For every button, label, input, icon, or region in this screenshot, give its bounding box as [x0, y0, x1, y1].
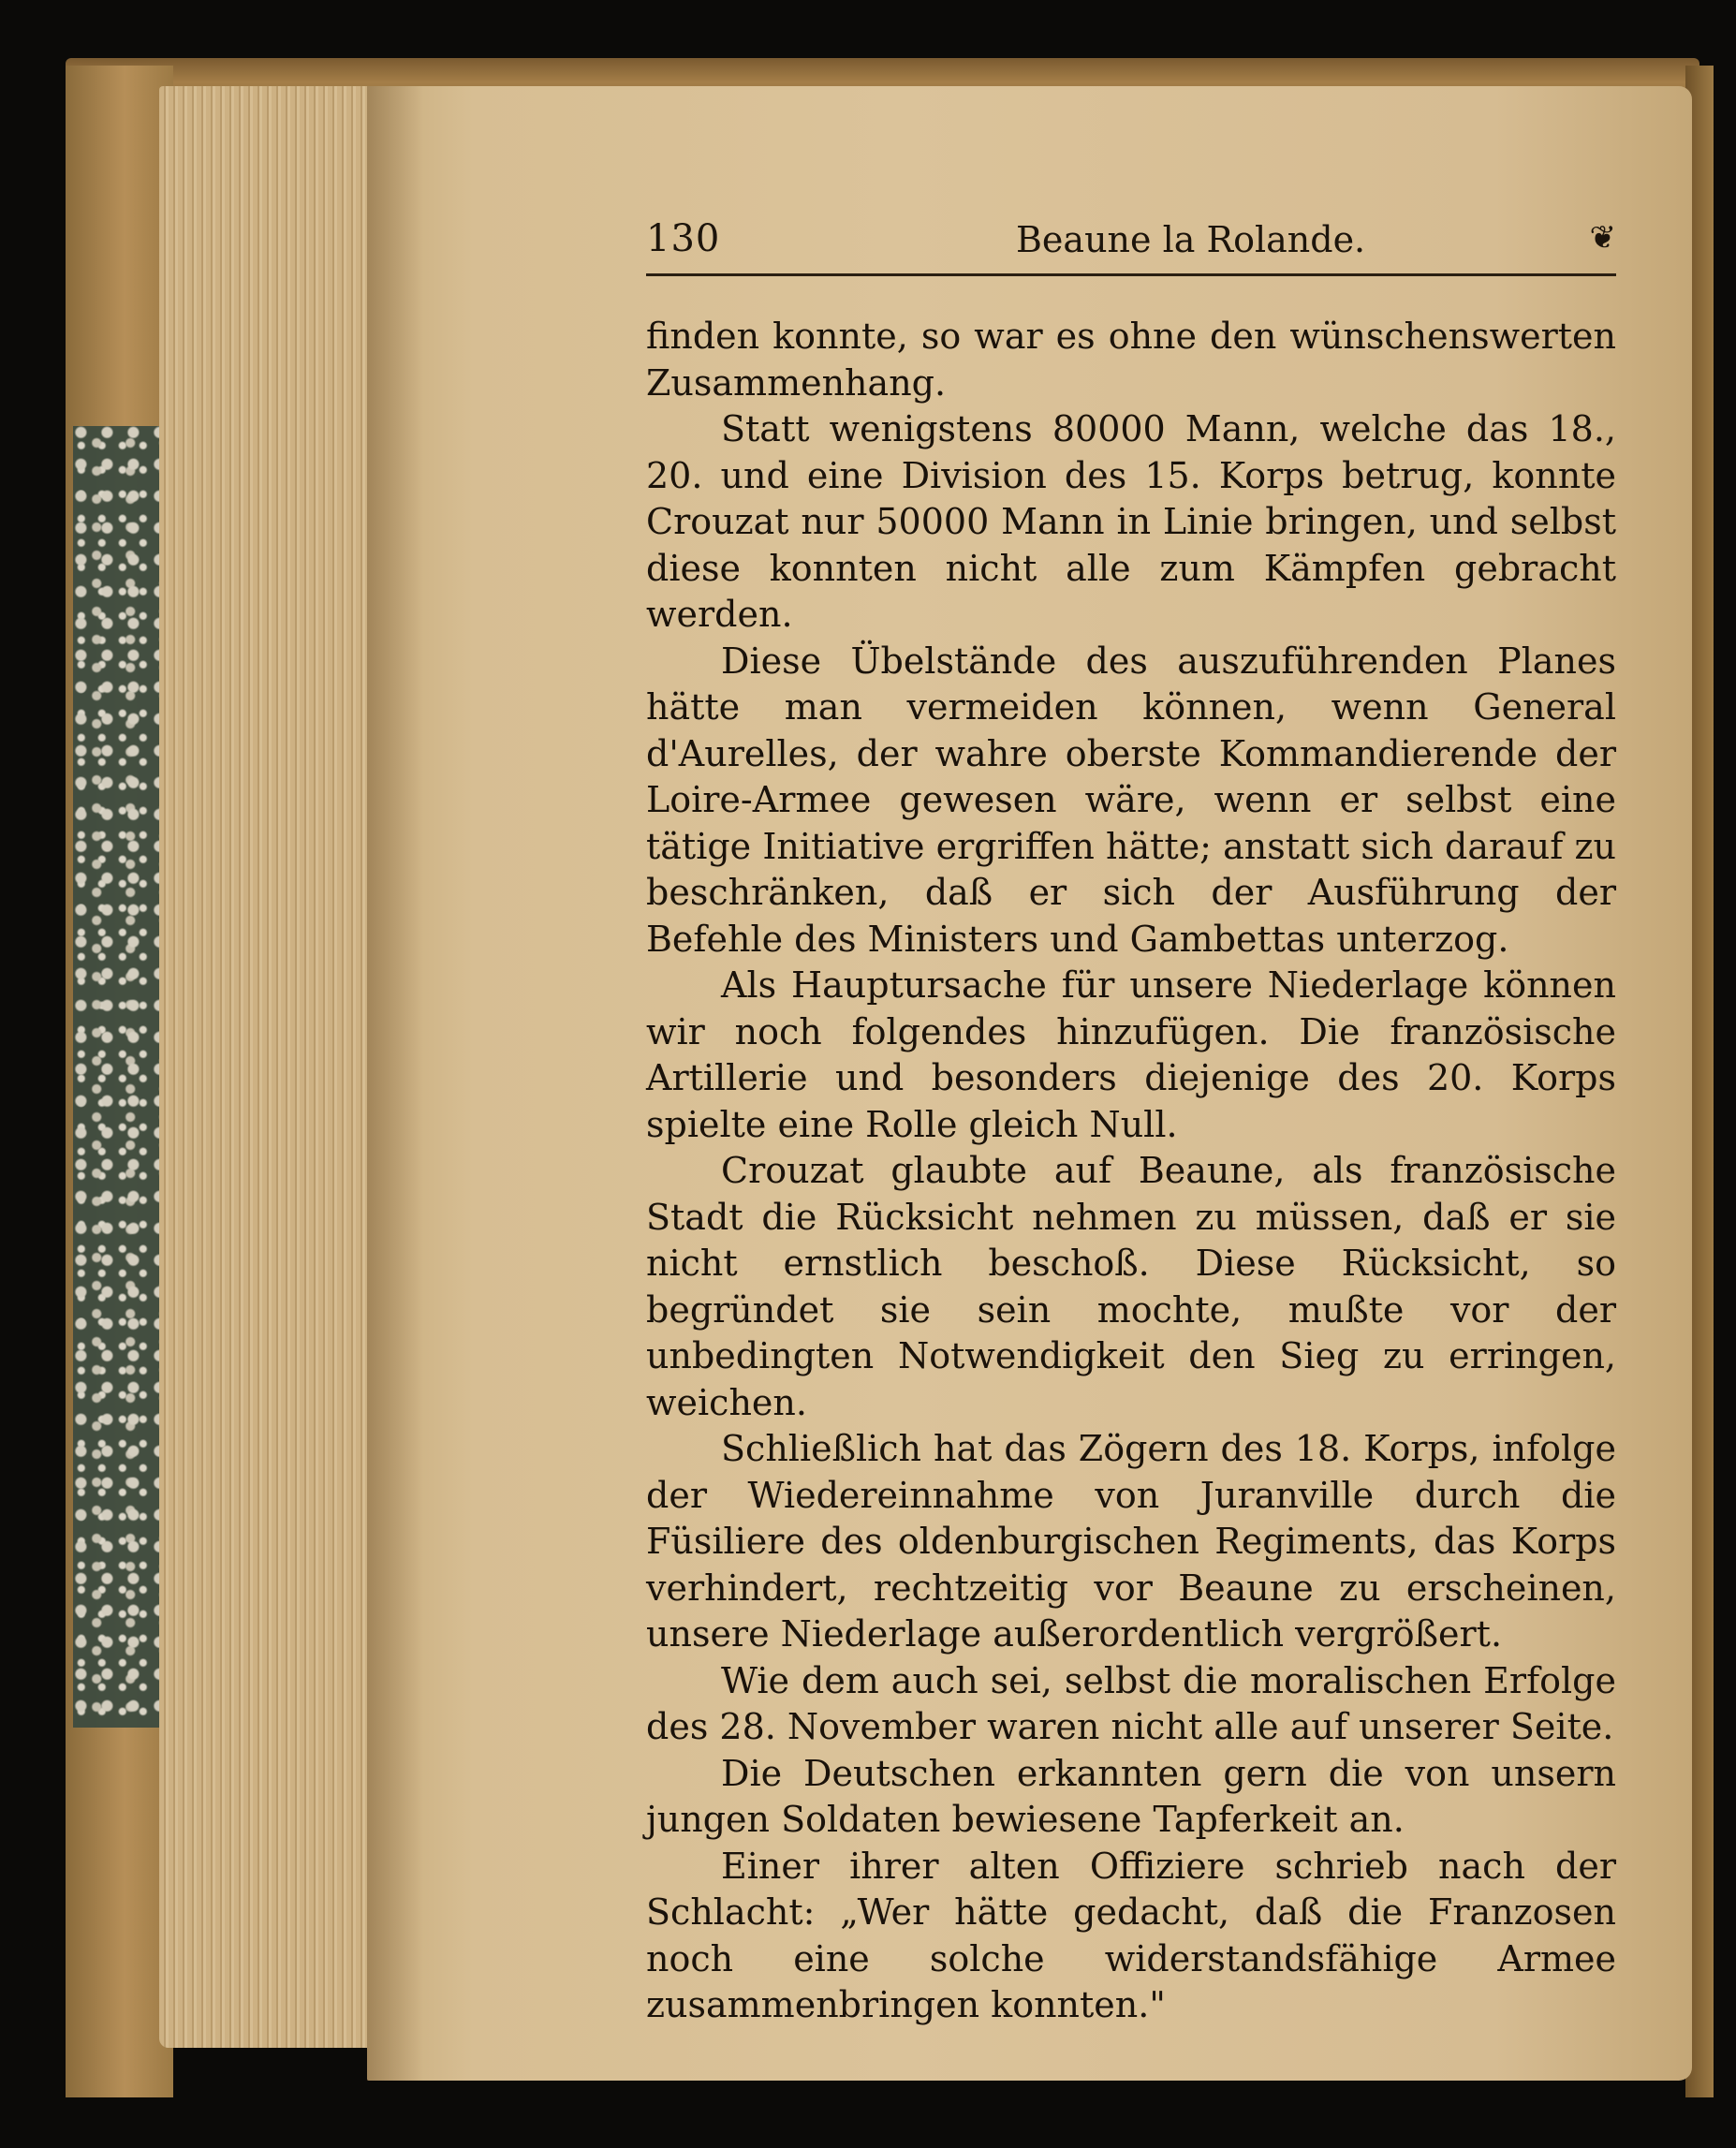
header-rule: [646, 273, 1616, 276]
page-number: 130: [646, 217, 721, 260]
ornament-icon: ❦: [1589, 219, 1616, 257]
paragraph: Diese Übelstände des auszuführenden Planes hätte man vermeiden können, wenn General d'Aurelles, der wahre oberste Kommandierende der Loire-Armee gewesen wäre, wenn er selbst eine tätige Initiative ergriffen hätte; anstatt sich darauf zu beschränken, daß er sich der Ausführung der Befehle des Ministers und Gambettas unterzog.: [646, 640, 1616, 960]
paragraph: Crouzat glaubte auf Beaune, als französische Stadt die Rücksicht nehmen zu müssen, daß er sie nicht ernstlich beschoß. Diese Rücksicht, so begründet sie sein mochte, mußte vor der unbedingten Notwendigkeit den Sieg zu erringen, weichen.: [646, 1150, 1616, 1423]
page-header: [646, 217, 1616, 273]
paragraph: Wie dem auch sei, selbst die moralischen Erfolge des 28. November waren nicht alle auf unserer Seite.: [646, 1659, 1616, 1747]
paragraph: Statt wenigstens 80000 Mann, welche das 18., 20. und eine Division des 15. Korps betrug, konnte Crouzat nur 50000 Mann in Linie bringen, und selbst diese konnten nicht alle zum Kämpfen gebracht werden.: [646, 408, 1616, 635]
page-gutter-shadow: [367, 86, 423, 2081]
paragraph: Die Deutschen erkannten gern die von unsern jungen Soldaten bewiesene Tapferkeit an.: [646, 1752, 1616, 1840]
body-text: [646, 314, 1616, 2029]
paragraph: Schließlich hat das Zögern des 18. Korps, infolge der Wiedereinnahme von Juranville durch die Füsiliere des oldenburgischen Regiments, das Korps verhindert, rechtzeitig vor Beaune zu erscheinen, unsere Niederlage außerordentlich vergrößert.: [646, 1428, 1616, 1655]
paragraph: Als Hauptursache für unsere Niederlage können wir noch folgendes hinzufügen. Die französische Artillerie und besonders diejenige des 20. Korps spielte eine Rolle gleich Null.: [646, 964, 1616, 1145]
marbled-endpaper: [73, 426, 162, 1728]
paragraph: finden konnte, so war es ohne den wünschenswerten Zusammenhang.: [646, 316, 1616, 404]
running-title: Beaune la Rolande.: [1016, 219, 1366, 260]
paragraph: Einer ihrer alten Offiziere schrieb nach der Schlacht: „Wer hätte gedacht, daß die Franzosen noch eine solche widerstandsfähige Armee zusammenbringen konnten.": [646, 1845, 1616, 2025]
page-edges: [159, 86, 375, 2048]
